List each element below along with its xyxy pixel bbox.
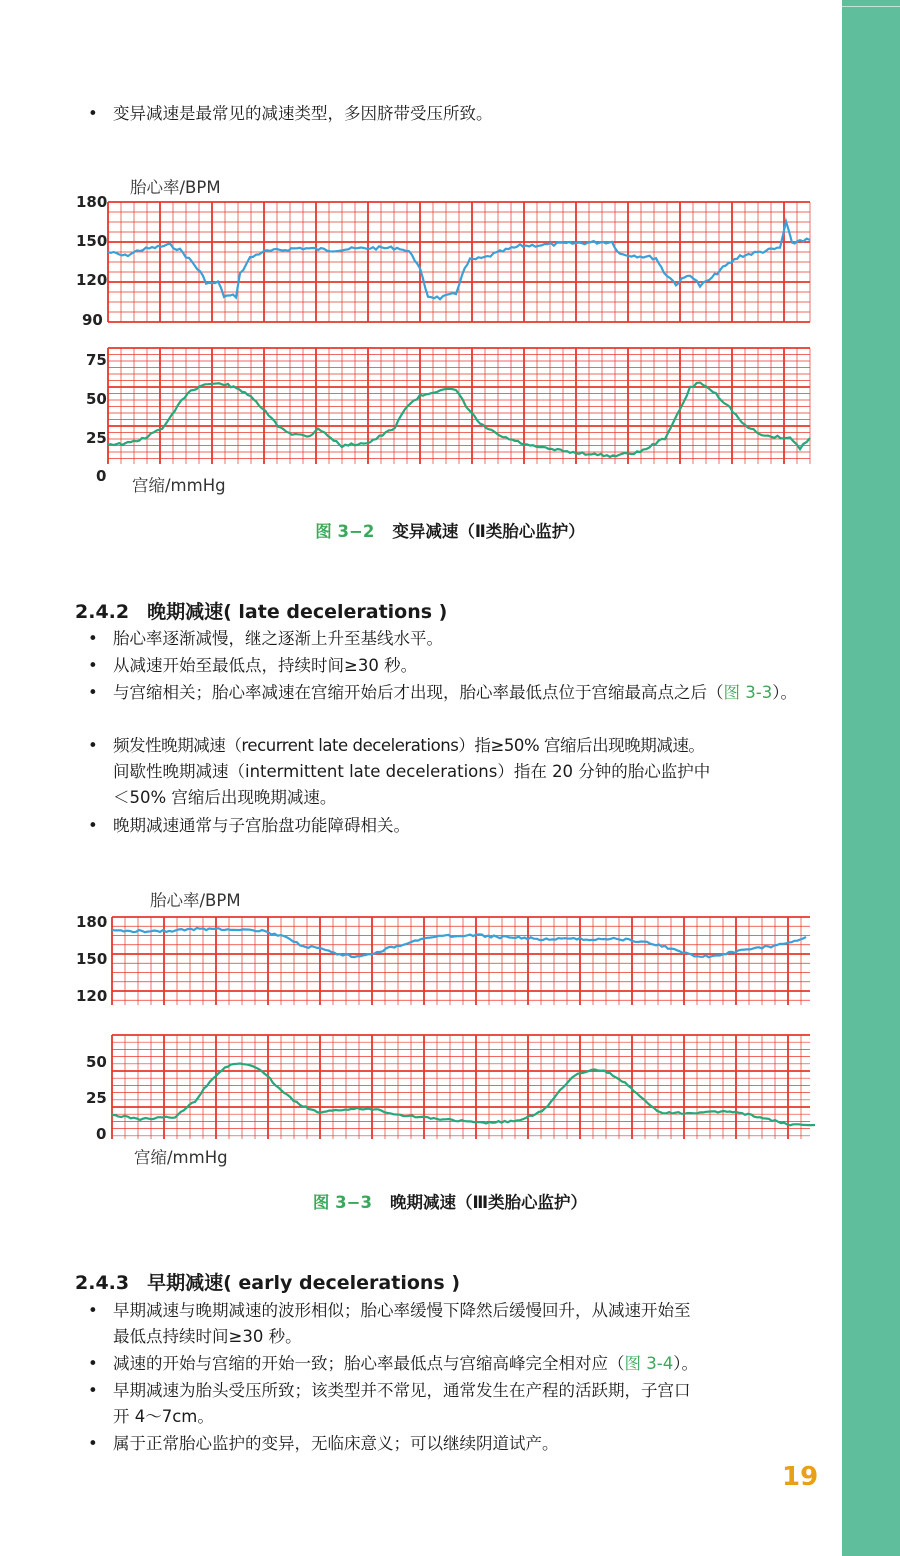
section-number: 2.4.3 — [75, 1272, 130, 1294]
uc-trace — [112, 1064, 815, 1126]
text-line: 早期减速与晚期减速的波形相似；胎心率缓慢下降然后缓慢回升，从减速开始至 — [113, 1301, 691, 1320]
bullet-text: 变异减速是最常见的减速类型，多因脐带受压所致。 — [113, 104, 493, 123]
bullet-dot: • — [88, 1301, 98, 1320]
bullet-dot: • — [88, 683, 98, 702]
uc-tick: 25 — [86, 429, 107, 447]
bullet-dot: • — [88, 736, 98, 755]
text-line: 间歇性晚期减速（intermittent late decelerations）指在 20 分钟的胎心监护中 — [113, 762, 711, 781]
uc-tick: 25 — [86, 1089, 107, 1107]
figure-reference-link[interactable]: 图 3-3 — [723, 683, 773, 702]
bullet-dot: • — [88, 629, 98, 648]
fhr-tick: 120 — [76, 987, 108, 1005]
uc-grid — [112, 1035, 810, 1139]
bullet-text: 晚期减速通常与子宫胎盘功能障碍相关。 — [113, 816, 410, 835]
text-part: ）。 — [673, 1354, 698, 1373]
bullet-dot: • — [88, 1354, 98, 1373]
text-part: 与宫缩相关；胎心率减速在宫缩开始后才出现，胎心率最低点位于宫缩最高点之后（ — [113, 683, 724, 702]
fhr-tick: 150 — [76, 232, 108, 250]
uc-tick: 50 — [86, 1053, 107, 1071]
caption-figure-number: 图 3−2 — [315, 522, 375, 541]
bullet-intro — [88, 101, 823, 127]
bullet-text — [113, 1378, 823, 1430]
bullet-242-1 — [88, 626, 823, 652]
bullet-text — [113, 733, 823, 811]
section-number: 2.4.2 — [75, 601, 130, 623]
fhr-tick: 120 — [76, 271, 108, 289]
bullet-text — [113, 680, 823, 706]
section-title-en: ( early decelerations ) — [223, 1272, 461, 1294]
fhr-tick: 150 — [76, 950, 108, 968]
bullet-243-3 — [88, 1378, 823, 1430]
caption-text: 变异减速（Ⅱ类胎心监护） — [392, 522, 585, 541]
bullet-243-1 — [88, 1298, 823, 1350]
section-title-en: ( late decelerations ) — [223, 601, 448, 623]
bullet-dot: • — [88, 656, 98, 675]
fhr-axis-label: 胎心率/BPM — [130, 178, 221, 197]
bullet-242-3 — [88, 680, 823, 706]
fhr-tick: 90 — [82, 311, 103, 329]
uc-axis-label: 宫缩/mmHg — [132, 476, 226, 495]
bullet-text — [113, 1298, 823, 1350]
fhr-grid — [112, 917, 810, 1005]
text-line: 最低点持续时间≥30 秒。 — [113, 1327, 302, 1346]
bullet-243-4 — [88, 1431, 823, 1457]
uc-tick: 75 — [86, 351, 107, 369]
figure-3-3-chart — [0, 885, 842, 1175]
figure-3-3-caption — [0, 1190, 900, 1216]
chapter-sidebar-tab — [842, 0, 900, 1556]
fhr-tick: 180 — [76, 913, 108, 931]
uc-grid — [108, 348, 810, 464]
bullet-242-2 — [88, 653, 823, 679]
text-line: ＜50% 宫缩后出现晚期减速。 — [113, 788, 337, 807]
text-line: 开 4～7cm。 — [113, 1407, 214, 1426]
section-2-4-2-heading — [75, 599, 447, 625]
text-line: 早期减速为胎头受压所致；该类型并不常见，通常发生在产程的活跃期，子宫口 — [113, 1381, 691, 1400]
caption-figure-number: 图 3−3 — [312, 1193, 372, 1212]
figure-3-2-chart — [0, 170, 842, 510]
sidebar-rule — [842, 6, 900, 7]
caption-text: 晚期减速（Ⅲ类胎心监护） — [389, 1193, 588, 1212]
figure-reference-link[interactable]: 图 3-4 — [624, 1354, 674, 1373]
bullet-242-5 — [88, 813, 823, 839]
uc-tick: 50 — [86, 390, 107, 408]
section-2-4-3-heading — [75, 1270, 460, 1296]
fhr-axis-label: 胎心率/BPM — [150, 891, 241, 910]
uc-tick: 0 — [96, 467, 107, 485]
uc-tick: 0 — [96, 1125, 107, 1143]
bullet-dot: • — [88, 1434, 98, 1453]
fhr-tick: 180 — [76, 193, 108, 211]
text-line: 频发性晚期减速（recurrent late decelerations）指≥50% 宫缩后出现晚期减速。 — [113, 736, 705, 755]
bullet-dot: • — [88, 104, 98, 123]
uc-axis-label: 宫缩/mmHg — [134, 1148, 228, 1167]
fhr-grid — [108, 202, 810, 322]
text-part: ）。 — [772, 683, 797, 702]
bullet-text: 从减速开始至最低点，持续时间≥30 秒。 — [113, 656, 418, 675]
section-title-cn: 早期减速 — [147, 1272, 224, 1294]
section-title-cn: 晚期减速 — [147, 601, 224, 623]
page-number: 19 — [782, 1462, 819, 1492]
bullet-text — [113, 1351, 823, 1377]
bullet-dot: • — [88, 1381, 98, 1400]
bullet-243-2 — [88, 1351, 823, 1377]
bullet-text: 属于正常胎心监护的变异，无临床意义；可以继续阴道试产。 — [113, 1434, 559, 1453]
bullet-text: 胎心率逐渐减慢，继之逐渐上升至基线水平。 — [113, 629, 443, 648]
text-part: 减速的开始与宫缩的开始一致；胎心率最低点与宫缩高峰完全相对应（ — [113, 1354, 625, 1373]
figure-3-2-caption — [0, 519, 900, 545]
bullet-242-4 — [88, 733, 823, 811]
bullet-dot: • — [88, 816, 98, 835]
